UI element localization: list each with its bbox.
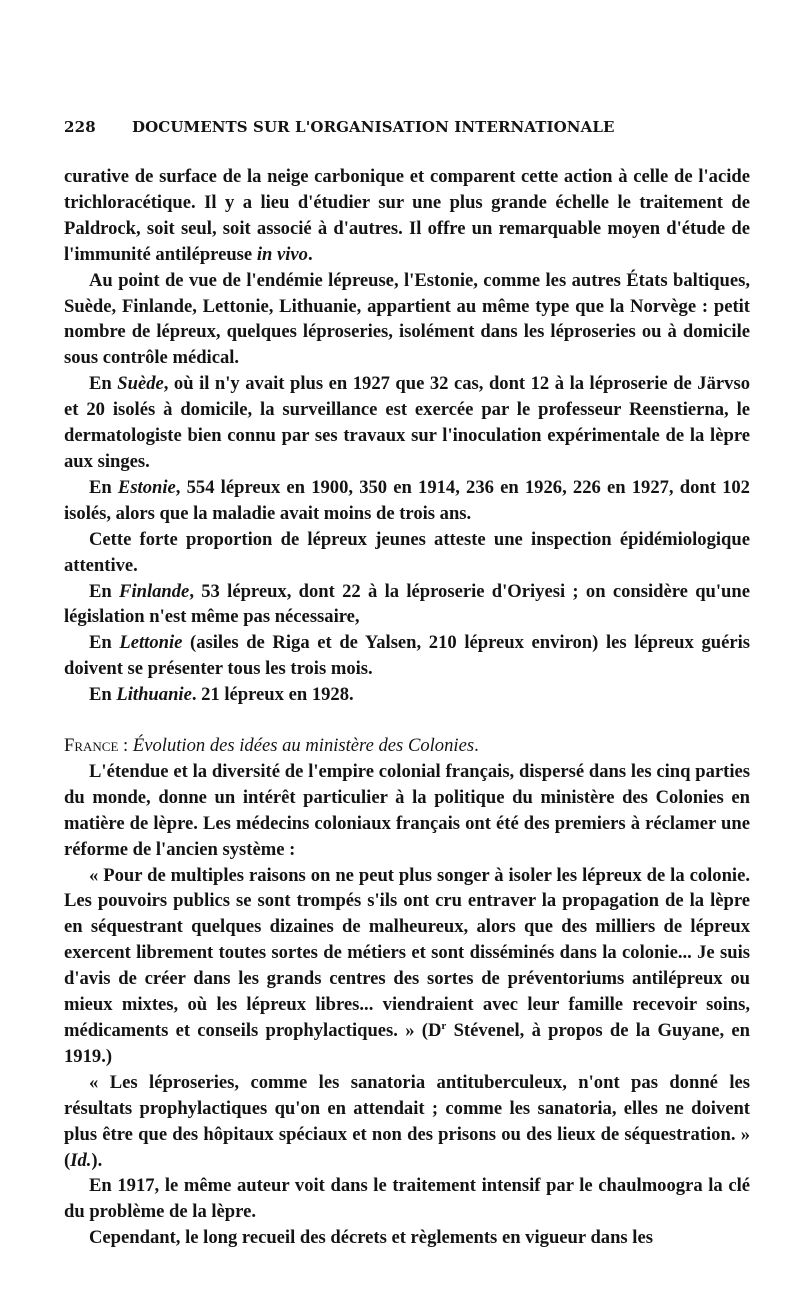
country-name: Lithuanie [116,684,192,706]
page-header [64,118,704,136]
paragraph-tail: . [307,243,313,265]
paragraph-lead: En [89,632,120,654]
paragraph-lead: En [89,373,118,395]
section-spacer [64,708,750,733]
paragraph [64,579,750,631]
running-title: DOCUMENTS SUR L'ORGANISATION INTERNATIONALE [132,118,615,136]
paragraph-text: . 21 lépreux en 1928. [191,684,354,706]
paragraph-text: , 53 lépreux, dont 22 à la léproserie d'Oriyesi ; on considère qu'une législation n'est même pas nécessaire, [64,580,750,628]
paragraph [64,371,750,475]
quote-paragraph [64,863,750,1070]
section-separator: : [118,735,133,757]
paragraph [64,630,750,682]
paragraph-lead: En [89,580,120,602]
paragraph-text: En 1917, le même auteur voit dans le traitement intensif par le chaulmoogra la clé du problème de la lèpre. [64,1175,750,1223]
paragraph-text: Cette forte proportion de lépreux jeunes atteste une inspection épidémiologique attentive. [64,528,750,576]
paragraph-text: curative de surface de la neige carbonique et comparent cette action à celle de l'acide trichloracétique. Il y a lieu d'étudier sur une plus grande échelle le traitement de Paldrock, soit seul, soit associé à d'autres. Il offre un remarquable moyen d'étude de l'immunité antilépreuse [64,166,750,265]
paragraph-text: L'étendue et la diversité de l'empire colonial français, dispersé dans les cinq parties du monde, donne un intérêt particulier à la politique du ministère des Colonies en matière de lèpre. Les médecins coloniaux français ont été des premiers à réclamer une réforme de l'ancien système : [64,760,750,860]
country-name: Lettonie [119,632,183,654]
paragraph-text: (asiles de Riga et de Yalsen, 210 lépreux environ) les lépreux guéris doivent se présenter tous les trois mois. [64,632,750,680]
paragraph-tail: Stévenel, à propos de la Guyane, en 1919.) [64,1020,750,1067]
section-title: Évolution des idées au ministère des Colonies [132,735,475,757]
country-name: Finlande [119,580,190,602]
body-text [64,164,750,1251]
country-name: Suède [117,373,164,395]
paragraph-text: « Pour de multiples raisons on ne peut plus songer à isoler les lépreux de la colonie. Les pouvoirs publics se sont trompés s'ils ont cru entraver la propagation de la lèpre en séquestrant quelques dizaines de malheureux, alors que des milliers de lépreux exercent librement toutes sortes de métiers et sont disséminés dans la colonie... Je suis d'avis de créer dans les grands centres des sortes de préventoriums antilépreux ou mieux mixtes, où les lépreux libres... viendraient avec leur famille recevoir soins, médicaments et conseils prophylactiques. » (D [64,864,750,1041]
paragraph-text: , où il n'y avait plus en 1927 que 32 cas, dont 12 à la léproserie de Järvso et 20 isolés à domicile, la surveillance est exercée par le professeur Reenstierna, le dermatologiste bien connu par ses travaux sur l'inoculation expérimentale de la lèpre aux singes. [64,373,750,472]
page-number: 228 [64,118,96,136]
superscript: r [441,1019,447,1032]
emphasis: in vivo [256,243,308,265]
quote-paragraph [64,1070,750,1174]
paragraph [64,164,750,268]
paragraph [64,682,750,708]
section-label: France [64,735,119,757]
paragraph-text: Cependant, le long recueil des décrets et règlements en vigueur dans les [89,1227,653,1249]
section-heading: France : Évolution des idées au ministère des Colonies. [64,735,479,757]
paragraph [64,527,750,579]
paragraph [64,475,750,527]
paragraph [64,1225,750,1251]
paragraph [64,268,750,372]
paragraph-tail: ). [91,1149,103,1171]
paragraph-text: « Les léproseries, comme les sanatoria antituberculeux, n'ont pas donné les résultats prophylactiques qu'on en attendait ; comme les sanatoria, elles ne doivent plus être que des hôpitaux spéciaux et non des prisons ou des lieux de séquestration. » ( [64,1071,750,1171]
paragraph-lead: En [89,684,117,706]
paragraph-lead: En [89,476,118,498]
paragraph [64,759,750,863]
paragraph-text: Au point de vue de l'endémie lépreuse, l'Estonie, comme les autres États baltiques, Suède, Finlande, Lettonie, Lithuanie, appartient au même type que la Norvège : petit nombre de lépreux, quelques léproseries, isolément dans les léproseries ou à domicile sous contrôle médical. [64,269,750,369]
paragraph-text: , 554 lépreux en 1900, 350 en 1914, 236 en 1926, 226 en 1927, dont 102 isolés, alors que la maladie avait moins de trois ans. [64,476,750,524]
paragraph [64,1173,750,1225]
country-name: Estonie [117,476,176,498]
emphasis: Id. [70,1149,92,1171]
